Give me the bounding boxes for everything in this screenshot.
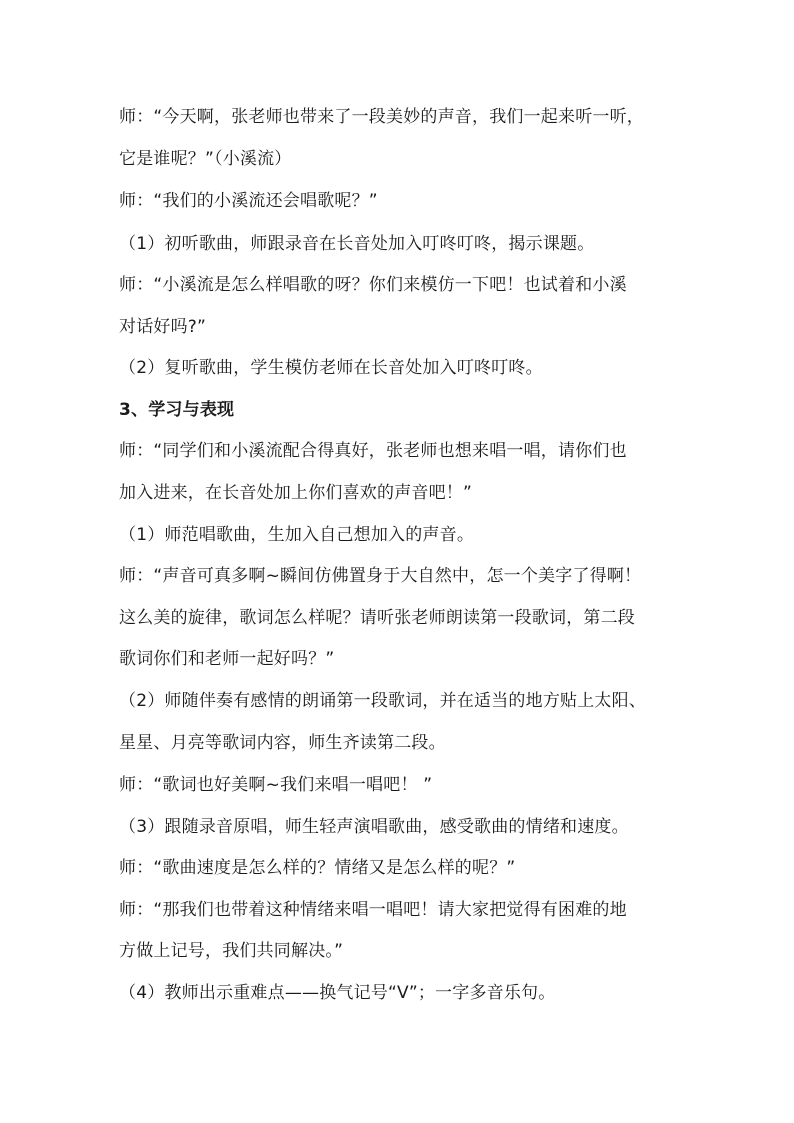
- paragraph-line: 师：“声音可真多啊~瞬间仿佛置身于大自然中，怎一个美字了得啊！: [119, 566, 642, 586]
- paragraph-line: （4）教师出示重难点——换气记号“V”；一字多音乐句。: [119, 983, 556, 1003]
- paragraph-line: 师：“小溪流是怎么样唱歌的呀？你们来模仿一下吧！也试着和小溪: [119, 275, 627, 295]
- paragraph-line: 师：“那我们也带着这种情绪来唱一唱吧！请大家把觉得有困难的地: [119, 900, 627, 920]
- paragraph-line: 师：“今天啊，张老师也带来了一段美妙的声音，我们一起来听一听，: [119, 107, 645, 127]
- paragraph-line: 方做上记号，我们共同解决。”: [119, 941, 344, 961]
- paragraph-line: （1）初听歌曲，师跟录音在长音处加入叮咚叮咚，揭示课题。: [119, 234, 595, 254]
- paragraph-line: 星星、月亮等歌词内容，师生齐读第二段。: [119, 733, 446, 753]
- paragraph-line: 加入进来，在长音处加上你们喜欢的声音吧！”: [119, 483, 473, 503]
- paragraph-line: 对话好吗?”: [119, 317, 207, 337]
- paragraph-line: 它是谁呢？”（小溪流）: [119, 149, 292, 169]
- paragraph-line: （2）师随伴奏有感情的朗诵第一段歌词，并在适当的地方贴上太阳、: [119, 691, 647, 711]
- section-heading: 3、学习与表现: [119, 400, 235, 420]
- paragraph-line: 师：“我们的小溪流还会唱歌呢？”: [119, 191, 378, 211]
- paragraph-line: （1）师范唱歌曲，生加入自己想加入的声音。: [119, 525, 475, 545]
- paragraph-line: （2）复听歌曲，学生模仿老师在长音处加入叮咚叮咚。: [119, 358, 543, 378]
- paragraph-line: 师：“同学们和小溪流配合得真好，张老师也想来唱一唱，请你们也: [119, 441, 627, 461]
- paragraph-line: （3）跟随录音原唱，师生轻声演唱歌曲，感受歌曲的情绪和速度。: [119, 817, 629, 837]
- paragraph-line: 这么美的旋律，歌词怎么样呢？请听张老师朗读第一段歌词，第二段: [119, 608, 635, 628]
- paragraph-line: 师：“歌词也好美啊~我们来唱一唱吧！ ”: [119, 775, 433, 795]
- paragraph-line: 师：“歌曲速度是怎么样的？情绪又是怎么样的呢？”: [119, 858, 516, 878]
- paragraph-line: 歌词你们和老师一起好吗？”: [119, 649, 335, 669]
